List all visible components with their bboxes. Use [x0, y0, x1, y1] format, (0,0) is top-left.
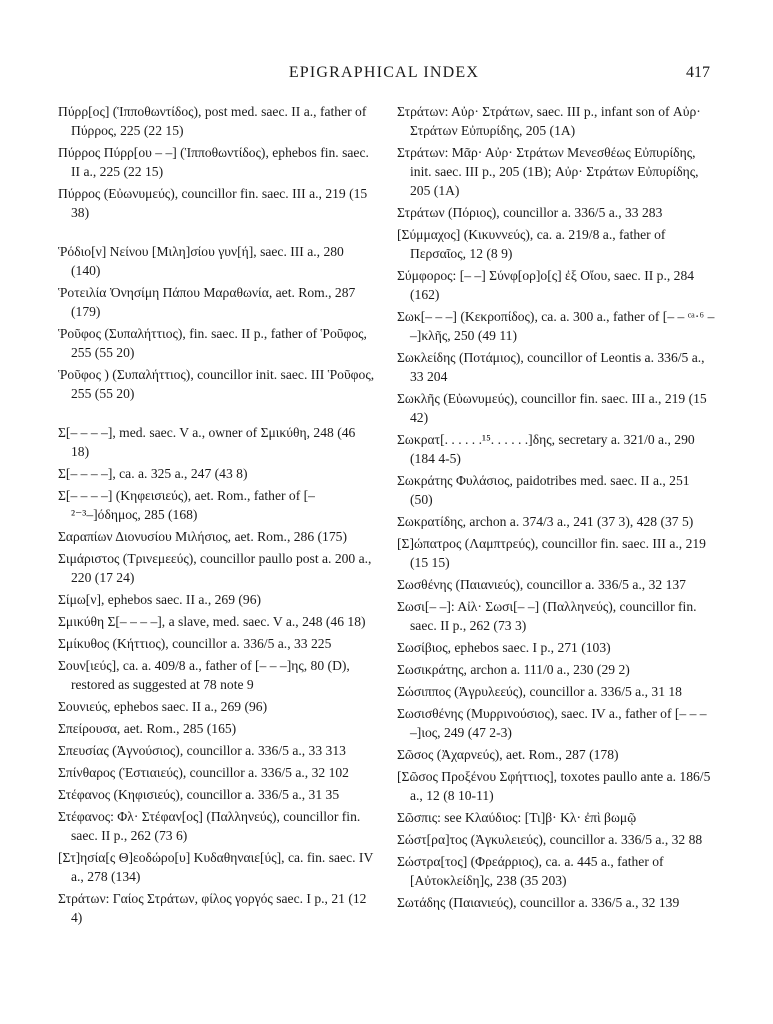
index-entry: Ῥόδιο[ν] Νείνου [Μιλη]σίου γυν[ή], saec. III a., 280 (140): [58, 244, 344, 278]
index-entry: Σωκλῆς (Εὐωνυμεύς), councillor fin. saec. III a., 219 (15 42): [397, 391, 707, 425]
index-entry: Σ[– – – –], med. saec. V a., owner of Σμικύθη, 248 (46 18): [58, 425, 356, 459]
index-entry: Σμίκυθος (Κήττιος), councillor a. 336/5 a., 33 225: [58, 636, 332, 651]
index-entry: Σωτάδης (Παιανιεύς), councillor a. 336/5 a., 32 139: [397, 895, 680, 910]
index-entry: Σαραπίων Διονυσίου Μιλήσιος, aet. Rom., 286 (175): [58, 529, 347, 544]
index-entry: Σωκ[– – –] (Κεκροπίδος), ca. a. 300 a., father of [– – ᶜᵃ·⁶ – –]κλῆς, 250 (49 11): [397, 309, 715, 343]
index-entry: Ῥοῦφος ) (Συπαλήττιος), councillor init. saec. III Ῥοῦφος, 255 (55 20): [58, 367, 375, 401]
index-entry: Σύμφορος: [– –] Σύνφ[ορ]ο[ς] ἐξ Οἴου, saec. II p., 284 (162): [397, 268, 695, 302]
index-entry: Σώστ[ρα]τος (Ἀγκυλειεύς), councillor a. 336/5 a., 32 88: [397, 832, 703, 847]
index-entry: Σπείρουσα, aet. Rom., 285 (165): [58, 721, 237, 736]
index-entry: Σ[– – – –], ca. a. 325 a., 247 (43 8): [58, 466, 248, 481]
index-entry: Σωσι[– –]: Αἰλ· Σωσι[– –] (Παλληνεύς), councillor fin. saec. II p., 262 (73 3): [397, 599, 697, 633]
index-entry: [Σῶσος Προξένου Σφήττιος], toxotes paullo ante a. 186/5 a., 12 (8 10-11): [397, 769, 711, 803]
index-entry: Πύρρος Πύρρ[ου – –] (Ἱπποθωντίδος), ephebos fin. saec. II a., 225 (22 15): [58, 145, 369, 179]
section-gap: [58, 225, 376, 242]
index-entry: Σπίνθαρος (Ἑστιαιεύς), councillor a. 336/5 a., 32 102: [58, 765, 349, 780]
index-entry: [Σύμμαχος] (Κικυννεύς), ca. a. 219/8 a., father of Περσαῖος, 12 (8 9): [397, 227, 666, 261]
index-entry: Στέφανος: Φλ· Στέφαν[ος] (Παλληνεύς), councillor fin. saec. II p., 262 (73 6): [58, 809, 361, 843]
page-title: EPIGRAPHICAL INDEX: [288, 64, 480, 81]
index-entry: Ῥοτειλία Ὀνησίμη Πάπου Μαραθωνία, aet. Rom., 287 (179): [58, 285, 356, 319]
index-entry: Σωσίβιος, ephebos saec. I p., 271 (103): [397, 640, 611, 655]
left-column: [58, 102, 376, 930]
index-entry: Σωκρατίδης, archon a. 374/3 a., 241 (37 3), 428 (37 5): [397, 514, 694, 529]
index-entry: Σπευσίας (Ἁγνούσιος), councillor a. 336/5 a., 33 313: [58, 743, 346, 758]
index-entry: [Σ]ώπατρος (Λαμπτρεύς), councillor fin. saec. III a., 219 (15 15): [397, 536, 706, 570]
index-entry: Ῥοῦφος (Συπαλήττιος), fin. saec. II p., father of Ῥοῦφος, 255 (55 20): [58, 326, 367, 360]
index-entry: Στέφανος (Κηφισιεύς), councillor a. 336/5 a., 31 35: [58, 787, 340, 802]
page-number: 417: [686, 64, 710, 81]
index-entry: Σωκρατ[. . . . . .¹⁵. . . . . .]δης, secretary a. 321/0 a., 290 (184 4-5): [397, 432, 695, 466]
section-gap: [58, 406, 376, 423]
index-entry: Σώσιππος (Ἀγρυλεεύς), councillor a. 336/5 a., 31 18: [397, 684, 682, 699]
index-entry: Σῶσπις: see Κλαύδιος: [Τι]β· Κλ· ἐπὶ βωμῷ: [397, 810, 637, 825]
index-entry: Πύρρ[ος] (Ἱπποθωντίδος), post med. saec. II a., father of Πύρρος, 225 (22 15): [58, 104, 367, 138]
index-entry: Πύρρος (Εὐωνυμεύς), councillor fin. saec. III a., 219 (15 38): [58, 186, 368, 220]
index-entry: Σῶσος (Ἀχαρνεύς), aet. Rom., 287 (178): [397, 747, 619, 762]
index-entry: Σμικύθη Σ[– – – –], a slave, med. saec. V a., 248 (46 18): [58, 614, 366, 629]
index-entry: Σίμω[ν], ephebos saec. II a., 269 (96): [58, 592, 262, 607]
index-entry: Σωσισθένης (Μυρρινούσιος), saec. IV a., father of [– – – –]ιος, 249 (47 2-3): [397, 706, 707, 740]
index-entry: Σουνιεύς, ephebos saec. II a., 269 (96): [58, 699, 268, 714]
page-header: [58, 64, 710, 86]
index-entry: Στράτων: Γαίος Στράτων, φίλος γοργός saec. I p., 21 (12 4): [58, 891, 367, 925]
index-entry: Σωκλείδης (Ποτάμιος), councillor of Leontis a. 336/5 a., 33 204: [397, 350, 705, 384]
index-entry: Σωκράτης Φυλάσιος, paidotribes med. saec. II a., 251 (50): [397, 473, 690, 507]
index-entry: Στράτων: Μᾶρ· Αὐρ· Στράτων Μενεσθέως Εὐπυρίδης, init. saec. III p., 205 (1B); Αὐρ· Στράτων Εὐπυρίδης, 205 (1A): [397, 145, 699, 198]
index-entry: Σωσθένης (Παιανιεύς), councillor a. 336/5 a., 32 137: [397, 577, 686, 592]
index-entry: Σώστρα[τος] (Φρεάρριος), ca. a. 445 a., father of [Αὐτοκλείδη]ς, 238 (35 203): [397, 854, 664, 888]
index-entry: Σουν[ιεύς], ca. a. 409/8 a., father of [– – –]ης, 80 (D), restored as suggested at 78 note 9: [58, 658, 350, 692]
index-entry: Σ[– – – –] (Κηφεισιεύς), aet. Rom., father of [–²⁻³–]όδημος, 285 (168): [58, 488, 315, 522]
right-column: [397, 102, 715, 915]
index-entry: Σωσικράτης, archon a. 111/0 a., 230 (29 2): [397, 662, 630, 677]
index-entry: Στράτων: Αὐρ· Στράτων, saec. III p., infant son of Αὐρ· Στράτων Εὐπυρίδης, 205 (1A): [397, 104, 701, 138]
index-entry: Στράτων (Πόριος), councillor a. 336/5 a., 33 283: [397, 205, 663, 220]
index-entry: Σιμάριστος (Τρινεμεεύς), councillor paullo post a. 200 a., 220 (17 24): [58, 551, 372, 585]
index-entry: [Στ]ησία[ς Θ]εοδώρο[υ] Κυδαθηναιε[ύς], ca. fin. saec. IV a., 278 (134): [58, 850, 374, 884]
